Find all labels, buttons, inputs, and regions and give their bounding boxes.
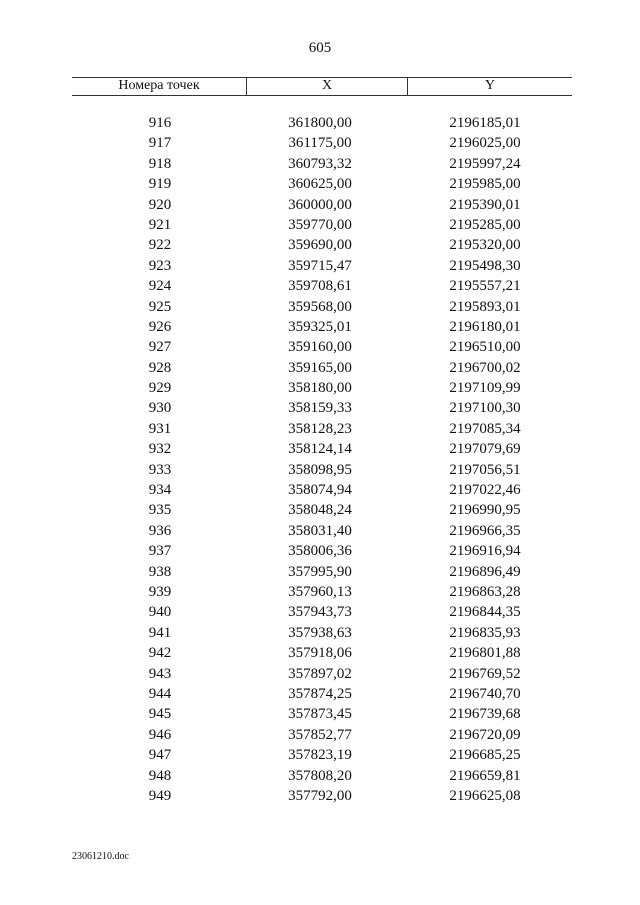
table-row bbox=[0, 215, 640, 235]
y-coordinate-cell: 2195498,30 bbox=[449, 257, 521, 274]
point-number-cell: 943 bbox=[148, 665, 172, 682]
table-row bbox=[0, 766, 640, 786]
point-number-cell: 938 bbox=[148, 563, 172, 580]
point-number-cell: 932 bbox=[148, 441, 172, 458]
point-number-cell: 937 bbox=[148, 543, 172, 560]
x-coordinate-cell: 357873,45 bbox=[288, 706, 352, 723]
y-coordinate-cell: 2195285,00 bbox=[449, 216, 521, 233]
table-row bbox=[0, 439, 640, 459]
point-number-cell: 920 bbox=[148, 196, 172, 213]
x-coordinate-cell: 357897,02 bbox=[288, 665, 352, 682]
point-number-cell: 942 bbox=[148, 645, 172, 662]
table-row bbox=[0, 745, 640, 765]
point-number-cell: 919 bbox=[148, 176, 172, 193]
footer-filename: 23061210.doc bbox=[72, 851, 129, 862]
table-row bbox=[0, 500, 640, 520]
y-coordinate-cell: 2196863,28 bbox=[449, 583, 521, 600]
table-row bbox=[0, 643, 640, 663]
point-number-cell: 931 bbox=[148, 420, 172, 437]
point-number-cell: 948 bbox=[148, 767, 172, 784]
point-number-cell: 924 bbox=[148, 278, 172, 295]
point-number-cell: 918 bbox=[148, 155, 172, 172]
point-number-cell: 945 bbox=[148, 706, 172, 723]
x-coordinate-cell: 359770,00 bbox=[288, 216, 352, 233]
table-row bbox=[0, 419, 640, 439]
x-coordinate-cell: 357995,90 bbox=[288, 563, 352, 580]
table-row bbox=[0, 521, 640, 541]
y-coordinate-cell: 2195997,24 bbox=[449, 155, 521, 172]
point-number-cell: 922 bbox=[148, 237, 172, 254]
y-coordinate-cell: 2196659,81 bbox=[449, 767, 521, 784]
y-coordinate-cell: 2197056,51 bbox=[449, 461, 521, 478]
table-row bbox=[0, 684, 640, 704]
point-number-cell: 940 bbox=[148, 604, 172, 621]
x-coordinate-cell: 359568,00 bbox=[288, 298, 352, 315]
table-row bbox=[0, 398, 640, 418]
point-number-cell: 947 bbox=[148, 747, 172, 764]
y-coordinate-cell: 2197109,99 bbox=[449, 380, 521, 397]
table-row bbox=[0, 562, 640, 582]
y-coordinate-cell: 2196685,25 bbox=[449, 747, 521, 764]
point-number-cell: 928 bbox=[148, 359, 172, 376]
y-coordinate-cell: 2196185,01 bbox=[449, 115, 521, 131]
point-number-cell: 944 bbox=[148, 685, 172, 702]
table-row bbox=[0, 256, 640, 276]
x-coordinate-cell: 357918,06 bbox=[288, 645, 352, 662]
table-row bbox=[0, 133, 640, 153]
column-header-points: Номера точек bbox=[118, 78, 200, 93]
x-coordinate-cell: 358159,33 bbox=[288, 400, 352, 417]
y-coordinate-cell: 2196990,95 bbox=[449, 502, 521, 519]
point-number-cell: 935 bbox=[148, 502, 172, 519]
x-coordinate-cell: 359325,01 bbox=[288, 318, 352, 335]
y-coordinate-cell: 2197079,69 bbox=[449, 441, 521, 458]
x-coordinate-cell: 358124,14 bbox=[288, 441, 352, 458]
y-coordinate-cell: 2196700,02 bbox=[449, 359, 521, 376]
y-coordinate-cell: 2197022,46 bbox=[449, 482, 521, 499]
y-coordinate-cell: 2196844,35 bbox=[449, 604, 521, 621]
table-row bbox=[0, 154, 640, 174]
x-coordinate-cell: 357808,20 bbox=[288, 767, 352, 784]
table-row bbox=[0, 235, 640, 255]
x-coordinate-cell: 358180,00 bbox=[288, 380, 352, 397]
y-coordinate-cell: 2195320,00 bbox=[449, 237, 521, 254]
point-number-cell: 941 bbox=[148, 624, 172, 641]
x-coordinate-cell: 361800,00 bbox=[288, 115, 352, 131]
point-number-cell: 934 bbox=[148, 482, 172, 499]
x-coordinate-cell: 357874,25 bbox=[288, 685, 352, 702]
x-coordinate-cell: 357792,00 bbox=[288, 787, 352, 804]
x-coordinate-cell: 357823,19 bbox=[288, 747, 352, 764]
y-coordinate-cell: 2196720,09 bbox=[449, 726, 521, 743]
point-number-cell: 917 bbox=[148, 135, 172, 152]
x-coordinate-cell: 358128,23 bbox=[288, 420, 352, 437]
table-row bbox=[0, 582, 640, 602]
point-number-cell: 929 bbox=[148, 380, 172, 397]
table-row bbox=[0, 725, 640, 745]
x-coordinate-cell: 360625,00 bbox=[288, 176, 352, 193]
column-header-x: X bbox=[321, 78, 333, 93]
table-row bbox=[0, 541, 640, 561]
table-row bbox=[0, 174, 640, 194]
x-coordinate-cell: 358006,36 bbox=[288, 543, 352, 560]
page-number: 605 bbox=[308, 40, 332, 56]
y-coordinate-cell: 2195893,01 bbox=[449, 298, 521, 315]
point-number-cell: 936 bbox=[148, 522, 172, 539]
x-coordinate-cell: 359690,00 bbox=[288, 237, 352, 254]
y-coordinate-cell: 2196966,35 bbox=[449, 522, 521, 539]
table-row bbox=[0, 460, 640, 480]
y-coordinate-cell: 2195390,01 bbox=[449, 196, 521, 213]
point-number-cell: 921 bbox=[148, 216, 172, 233]
table-row bbox=[0, 480, 640, 500]
x-coordinate-cell: 358074,94 bbox=[288, 482, 352, 499]
x-coordinate-cell: 358098,95 bbox=[288, 461, 352, 478]
y-coordinate-cell: 2195557,21 bbox=[449, 278, 521, 295]
table-row bbox=[0, 195, 640, 215]
point-number-cell: 949 bbox=[148, 787, 172, 804]
y-coordinate-cell: 2196916,94 bbox=[449, 543, 521, 560]
x-coordinate-cell: 359160,00 bbox=[288, 339, 352, 356]
x-coordinate-cell: 358048,24 bbox=[288, 502, 352, 519]
y-coordinate-cell: 2197100,30 bbox=[449, 400, 521, 417]
point-number-cell: 946 bbox=[148, 726, 172, 743]
point-number-cell: 925 bbox=[148, 298, 172, 315]
y-coordinate-cell: 2196801,88 bbox=[449, 645, 521, 662]
x-coordinate-cell: 357943,73 bbox=[288, 604, 352, 621]
table-row bbox=[0, 113, 640, 133]
x-coordinate-cell: 358031,40 bbox=[288, 522, 352, 539]
x-coordinate-cell: 359708,61 bbox=[288, 278, 352, 295]
y-coordinate-cell: 2196740,70 bbox=[449, 685, 521, 702]
point-number-cell: 930 bbox=[148, 400, 172, 417]
y-coordinate-cell: 2196896,49 bbox=[449, 563, 521, 580]
y-coordinate-cell: 2196769,52 bbox=[449, 665, 521, 682]
y-coordinate-cell: 2196625,08 bbox=[449, 787, 521, 804]
y-coordinate-cell: 2196180,01 bbox=[449, 318, 521, 335]
x-coordinate-cell: 361175,00 bbox=[288, 135, 352, 152]
x-coordinate-cell: 357852,77 bbox=[288, 726, 352, 743]
x-coordinate-cell: 360000,00 bbox=[288, 196, 352, 213]
table-row bbox=[0, 623, 640, 643]
table-row bbox=[0, 704, 640, 724]
table-row bbox=[0, 602, 640, 622]
x-coordinate-cell: 359165,00 bbox=[288, 359, 352, 376]
header-bottom-rule bbox=[72, 95, 572, 96]
x-coordinate-cell: 360793,32 bbox=[288, 155, 352, 172]
y-coordinate-cell: 2195985,00 bbox=[449, 176, 521, 193]
table-row bbox=[0, 786, 640, 806]
point-number-cell: 939 bbox=[148, 583, 172, 600]
table-row bbox=[0, 276, 640, 296]
x-coordinate-cell: 357960,13 bbox=[288, 583, 352, 600]
table-row bbox=[0, 317, 640, 337]
point-number-cell: 923 bbox=[148, 257, 172, 274]
column-header-y: Y bbox=[484, 78, 496, 93]
coordinates-table-body bbox=[0, 113, 640, 806]
y-coordinate-cell: 2196739,68 bbox=[449, 706, 521, 723]
table-row bbox=[0, 378, 640, 398]
x-coordinate-cell: 359715,47 bbox=[288, 257, 352, 274]
point-number-cell: 927 bbox=[148, 339, 172, 356]
table-row bbox=[0, 664, 640, 684]
table-row bbox=[0, 297, 640, 317]
x-coordinate-cell: 357938,63 bbox=[288, 624, 352, 641]
y-coordinate-cell: 2197085,34 bbox=[449, 420, 521, 437]
y-coordinate-cell: 2196510,00 bbox=[449, 339, 521, 356]
table-row bbox=[0, 358, 640, 378]
table-row bbox=[0, 337, 640, 357]
point-number-cell: 926 bbox=[148, 318, 172, 335]
y-coordinate-cell: 2196025,00 bbox=[449, 135, 521, 152]
point-number-cell: 916 bbox=[148, 115, 172, 131]
y-coordinate-cell: 2196835,93 bbox=[449, 624, 521, 641]
point-number-cell: 933 bbox=[148, 461, 172, 478]
